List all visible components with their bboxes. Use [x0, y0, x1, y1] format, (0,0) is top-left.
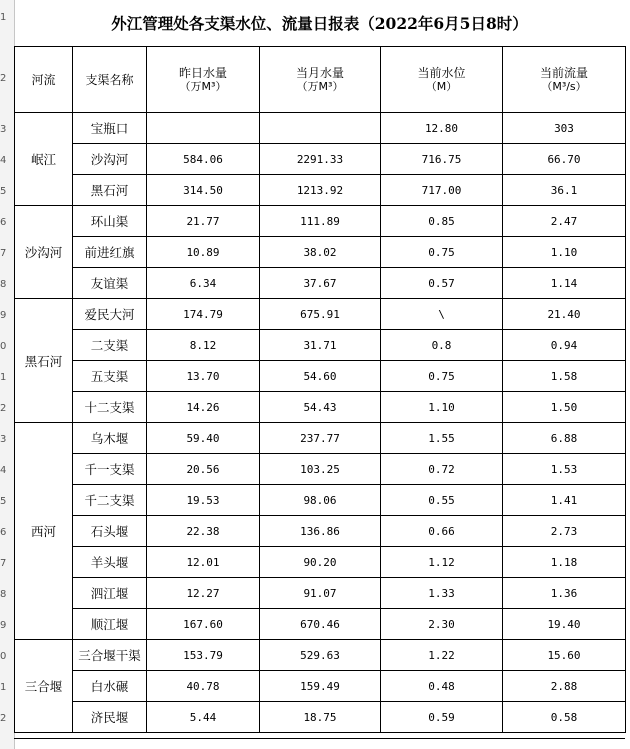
row-number[interactable]: 7: [0, 558, 7, 569]
month-volume-cell[interactable]: 38.02: [260, 237, 381, 268]
current-flow-cell[interactable]: 6.88: [503, 423, 626, 454]
row-number[interactable]: 4: [0, 155, 7, 166]
canal-name-cell[interactable]: 顺江堰: [73, 609, 147, 640]
table-row: [15, 361, 626, 392]
table-row: [15, 144, 626, 175]
month-volume-cell[interactable]: 103.25: [260, 454, 381, 485]
month-volume-cell[interactable]: 31.71: [260, 330, 381, 361]
canal-name-cell[interactable]: 白水碾: [73, 671, 147, 702]
yesterday-volume-cell[interactable]: 153.79: [147, 640, 260, 671]
current-level-cell[interactable]: 0.59: [381, 702, 503, 733]
month-volume-cell[interactable]: 1213.92: [260, 175, 381, 206]
header-river[interactable]: 河流: [15, 47, 73, 113]
yesterday-volume-cell[interactable]: 6.34: [147, 268, 260, 299]
canal-name-cell[interactable]: 二支渠: [73, 330, 147, 361]
current-level-cell[interactable]: 1.10: [381, 392, 503, 423]
header-month-volume[interactable]: 当月水量 （万M³）: [260, 47, 381, 113]
month-volume-cell[interactable]: 2291.33: [260, 144, 381, 175]
current-flow-cell[interactable]: 1.36: [503, 578, 626, 609]
river-cell[interactable]: 黑石河: [15, 299, 73, 423]
current-level-cell[interactable]: 0.75: [381, 361, 503, 392]
table-row: [15, 423, 626, 454]
row-number[interactable]: 2: [0, 403, 7, 414]
table-row: [15, 206, 626, 237]
canal-name-cell[interactable]: 十二支渠: [73, 392, 147, 423]
current-level-cell[interactable]: 0.55: [381, 485, 503, 516]
current-flow-cell[interactable]: 1.58: [503, 361, 626, 392]
current-level-cell[interactable]: 0.85: [381, 206, 503, 237]
river-cell[interactable]: 三合堰: [15, 640, 73, 733]
current-level-cell[interactable]: 0.75: [381, 237, 503, 268]
row-number[interactable]: 2: [0, 73, 7, 84]
canal-name-cell[interactable]: 前进红旗: [73, 237, 147, 268]
yesterday-volume-cell[interactable]: 19.53: [147, 485, 260, 516]
row-number[interactable]: 2: [0, 713, 7, 724]
yesterday-volume-cell[interactable]: 8.12: [147, 330, 260, 361]
canal-name-cell[interactable]: 济民堰: [73, 702, 147, 733]
canal-name-cell[interactable]: 泗江堰: [73, 578, 147, 609]
data-table: [14, 46, 626, 733]
table-row: [15, 547, 626, 578]
current-level-cell[interactable]: 0.57: [381, 268, 503, 299]
table-row: [15, 485, 626, 516]
row-number[interactable]: 1: [0, 12, 7, 23]
row-number[interactable]: 0: [0, 341, 7, 352]
current-flow-cell[interactable]: 1.50: [503, 392, 626, 423]
month-volume-cell[interactable]: 159.49: [260, 671, 381, 702]
row-number[interactable]: 0: [0, 651, 7, 662]
yesterday-volume-cell[interactable]: 584.06: [147, 144, 260, 175]
current-flow-cell[interactable]: 1.41: [503, 485, 626, 516]
canal-name-cell[interactable]: 千二支渠: [73, 485, 147, 516]
current-flow-cell[interactable]: 66.70: [503, 144, 626, 175]
canal-name-cell[interactable]: 黑石河: [73, 175, 147, 206]
current-level-cell[interactable]: 2.30: [381, 609, 503, 640]
table-bottom-border: [14, 738, 625, 739]
yesterday-volume-cell[interactable]: 13.70: [147, 361, 260, 392]
row-number[interactable]: 3: [0, 124, 7, 135]
table-row: [15, 609, 626, 640]
current-flow-cell[interactable]: 21.40: [503, 299, 626, 330]
river-cell[interactable]: 西河: [15, 423, 73, 640]
row-number[interactable]: 4: [0, 465, 7, 476]
row-number[interactable]: 3: [0, 434, 7, 445]
yesterday-volume-cell[interactable]: 167.60: [147, 609, 260, 640]
current-flow-cell[interactable]: 0.94: [503, 330, 626, 361]
yesterday-volume-cell[interactable]: 12.01: [147, 547, 260, 578]
row-number[interactable]: 9: [0, 310, 7, 321]
current-level-cell[interactable]: 0.48: [381, 671, 503, 702]
table-row: [15, 330, 626, 361]
report-sheet: [14, 0, 625, 740]
yesterday-volume-cell[interactable]: 20.56: [147, 454, 260, 485]
table-row: [15, 640, 626, 671]
current-level-cell[interactable]: 0.66: [381, 516, 503, 547]
current-level-cell[interactable]: 716.75: [381, 144, 503, 175]
yesterday-volume-cell[interactable]: 314.50: [147, 175, 260, 206]
current-level-cell[interactable]: 1.33: [381, 578, 503, 609]
header-canal[interactable]: 支渠名称: [73, 47, 147, 113]
table-row: [15, 702, 626, 733]
month-volume-cell[interactable]: 670.46: [260, 609, 381, 640]
yesterday-volume-cell[interactable]: 14.26: [147, 392, 260, 423]
table-row: [15, 454, 626, 485]
river-cell[interactable]: 岷江: [15, 113, 73, 206]
canal-name-cell[interactable]: 环山渠: [73, 206, 147, 237]
canal-name-cell[interactable]: 千一支渠: [73, 454, 147, 485]
yesterday-volume-cell[interactable]: 40.78: [147, 671, 260, 702]
month-volume-cell[interactable]: 136.86: [260, 516, 381, 547]
current-flow-cell[interactable]: 2.47: [503, 206, 626, 237]
canal-name-cell[interactable]: 羊头堰: [73, 547, 147, 578]
table-row: [15, 516, 626, 547]
yesterday-volume-cell[interactable]: 22.38: [147, 516, 260, 547]
current-flow-cell[interactable]: 2.88: [503, 671, 626, 702]
current-flow-cell[interactable]: 36.1: [503, 175, 626, 206]
row-number[interactable]: 8: [0, 589, 7, 600]
row-number[interactable]: 5: [0, 186, 7, 197]
current-flow-cell[interactable]: 1.53: [503, 454, 626, 485]
header-current-flow[interactable]: 当前流量 （M³/s）: [503, 47, 626, 113]
yesterday-volume-cell[interactable]: 21.77: [147, 206, 260, 237]
month-volume-cell[interactable]: 18.75: [260, 702, 381, 733]
current-level-cell[interactable]: 0.8: [381, 330, 503, 361]
row-number[interactable]: 9: [0, 620, 7, 631]
month-volume-cell[interactable]: [260, 113, 381, 144]
table-row: [15, 113, 626, 144]
current-flow-cell[interactable]: 1.10: [503, 237, 626, 268]
header-current-level[interactable]: 当前水位 （M）: [381, 47, 503, 113]
current-level-cell[interactable]: 1.12: [381, 547, 503, 578]
current-level-cell[interactable]: \: [381, 299, 503, 330]
month-volume-cell[interactable]: 54.60: [260, 361, 381, 392]
month-volume-cell[interactable]: 37.67: [260, 268, 381, 299]
current-flow-cell[interactable]: 303: [503, 113, 626, 144]
row-number[interactable]: 8: [0, 279, 7, 290]
row-number[interactable]: 5: [0, 496, 7, 507]
yesterday-volume-cell[interactable]: 12.27: [147, 578, 260, 609]
month-volume-cell[interactable]: 111.89: [260, 206, 381, 237]
current-level-cell[interactable]: 0.72: [381, 454, 503, 485]
table-row: [15, 578, 626, 609]
canal-name-cell[interactable]: 友谊渠: [73, 268, 147, 299]
table-row: [15, 671, 626, 702]
month-volume-cell[interactable]: 529.63: [260, 640, 381, 671]
month-volume-cell[interactable]: 90.20: [260, 547, 381, 578]
canal-name-cell[interactable]: 沙沟河: [73, 144, 147, 175]
row-number[interactable]: 6: [0, 217, 7, 228]
yesterday-volume-cell[interactable]: 10.89: [147, 237, 260, 268]
table-row: [15, 268, 626, 299]
yesterday-volume-cell[interactable]: 174.79: [147, 299, 260, 330]
current-level-cell[interactable]: 1.22: [381, 640, 503, 671]
month-volume-cell[interactable]: 91.07: [260, 578, 381, 609]
row-number[interactable]: 1: [0, 682, 7, 693]
current-level-cell[interactable]: 1.55: [381, 423, 503, 454]
month-volume-cell[interactable]: 98.06: [260, 485, 381, 516]
row-number[interactable]: 6: [0, 527, 7, 538]
table-row: [15, 392, 626, 423]
yesterday-volume-cell[interactable]: 5.44: [147, 702, 260, 733]
canal-name-cell[interactable]: 宝瓶口: [73, 113, 147, 144]
table-row: [15, 175, 626, 206]
current-flow-cell[interactable]: 1.18: [503, 547, 626, 578]
table-row: [15, 299, 626, 330]
row-number[interactable]: 7: [0, 248, 7, 259]
row-number[interactable]: 1: [0, 372, 7, 383]
current-flow-cell[interactable]: 15.60: [503, 640, 626, 671]
month-volume-cell[interactable]: 54.43: [260, 392, 381, 423]
current-flow-cell[interactable]: 1.14: [503, 268, 626, 299]
month-volume-cell[interactable]: 675.91: [260, 299, 381, 330]
yesterday-volume-cell[interactable]: 59.40: [147, 423, 260, 454]
header-yesterday-volume[interactable]: 昨日水量 （万M³）: [147, 47, 260, 113]
canal-name-cell[interactable]: 五支渠: [73, 361, 147, 392]
table-row: [15, 237, 626, 268]
current-flow-cell[interactable]: 19.40: [503, 609, 626, 640]
canal-name-cell[interactable]: 爱民大河: [73, 299, 147, 330]
header-row: [15, 47, 626, 113]
canal-name-cell[interactable]: 乌木堰: [73, 423, 147, 454]
current-level-cell[interactable]: 717.00: [381, 175, 503, 206]
canal-name-cell[interactable]: 三合堰干渠: [73, 640, 147, 671]
river-cell[interactable]: 沙沟河: [15, 206, 73, 299]
report-title[interactable]: 外江管理处各支渠水位、流量日报表（2022年6月5日8时）: [14, 0, 625, 47]
yesterday-volume-cell[interactable]: [147, 113, 260, 144]
current-flow-cell[interactable]: 2.73: [503, 516, 626, 547]
canal-name-cell[interactable]: 石头堰: [73, 516, 147, 547]
current-flow-cell[interactable]: 0.58: [503, 702, 626, 733]
current-level-cell[interactable]: 12.80: [381, 113, 503, 144]
month-volume-cell[interactable]: 237.77: [260, 423, 381, 454]
